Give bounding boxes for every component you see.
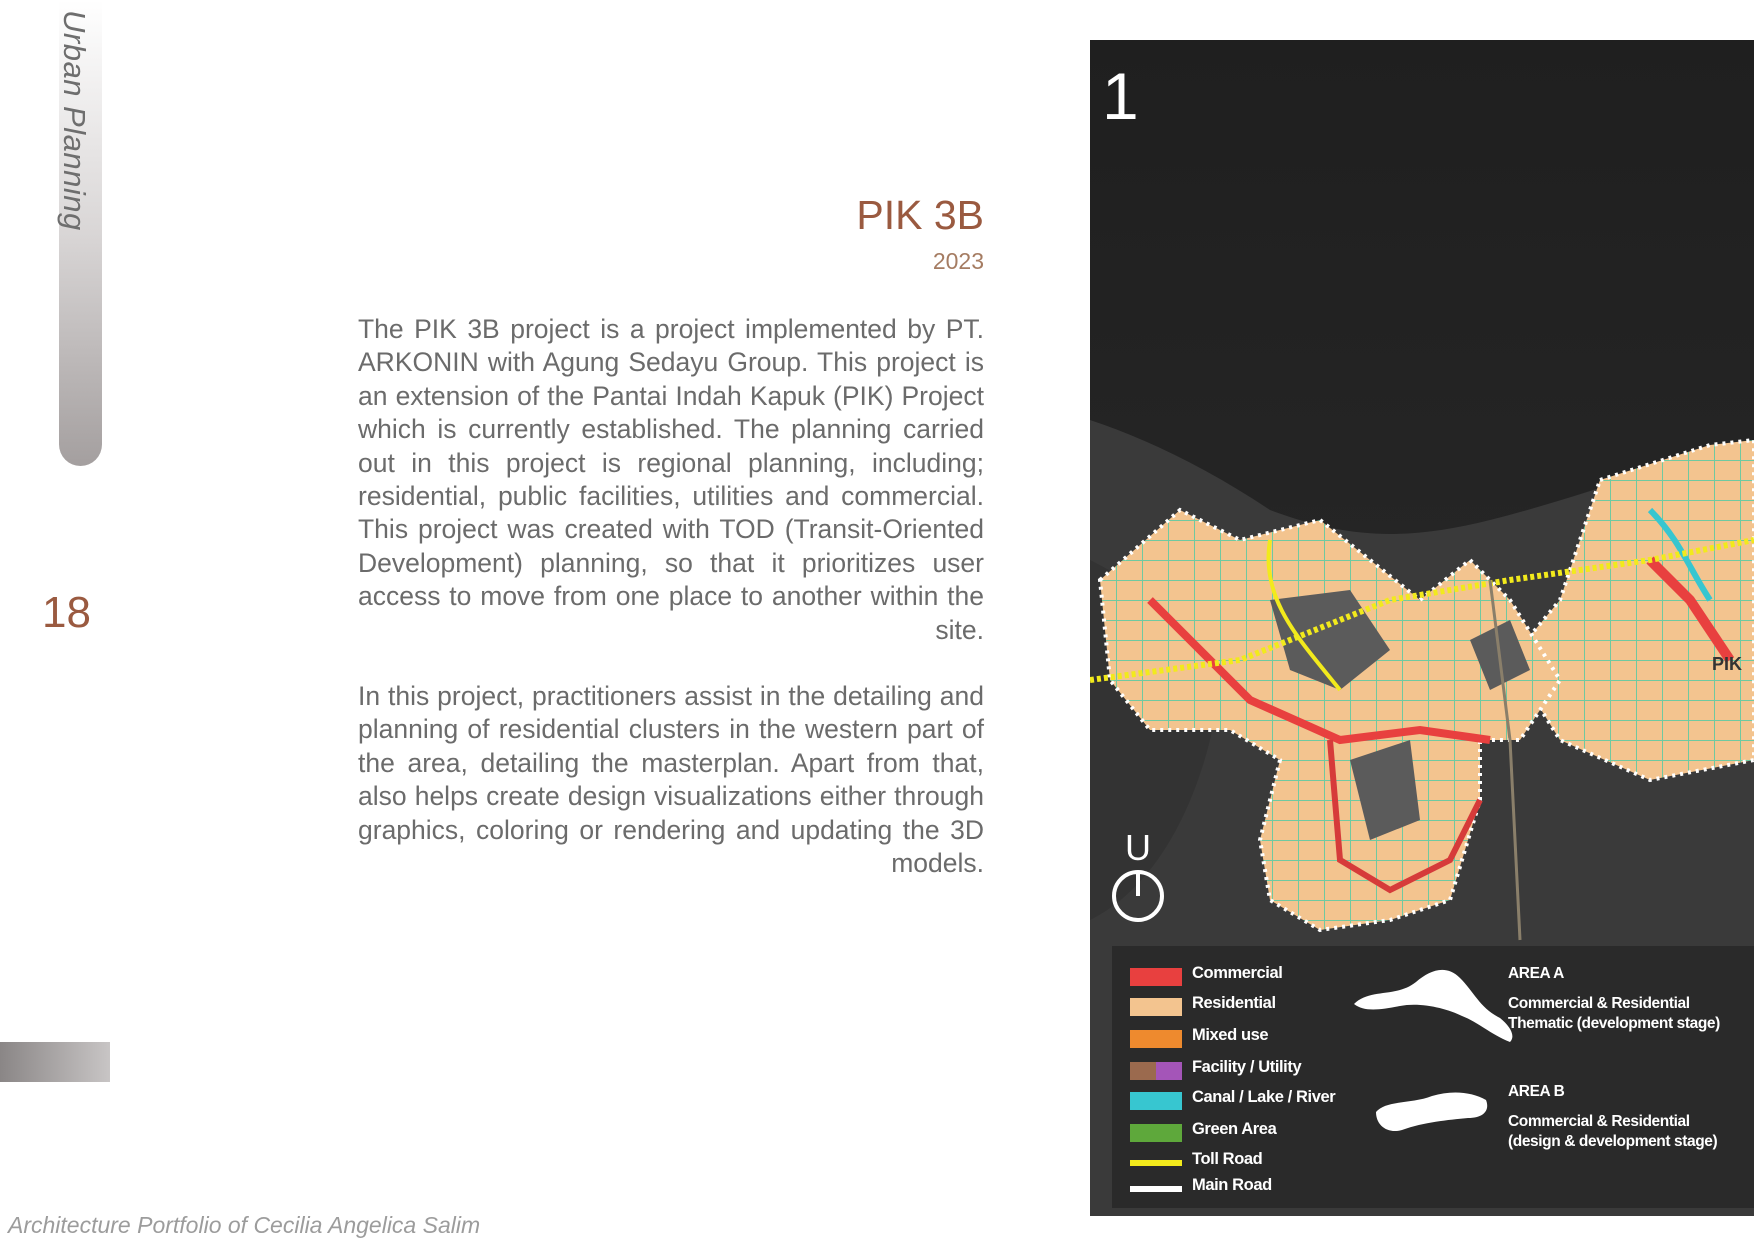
legend-item xyxy=(1130,1148,1370,1176)
project-role-paragraph: In this project, practitioners assist in the detailing and planning of residential clusters in the western part of the area, detailing the masterplan. Apart from that, also helps create design visualizations either through graphics, coloring or rendering and updating the 3D models. xyxy=(358,681,984,879)
north-compass-icon xyxy=(1110,827,1166,922)
legend-label: Main Road xyxy=(1192,1176,1272,1194)
legend-label: Facility / Utility xyxy=(1192,1058,1302,1076)
legend-swatch xyxy=(1130,1186,1182,1192)
legend-label: Mixed use xyxy=(1192,1026,1269,1044)
legend-item xyxy=(1130,1174,1370,1202)
map-label: PIK xyxy=(1712,654,1743,674)
legend-label: Green Area xyxy=(1192,1120,1277,1138)
legend-item xyxy=(1130,1086,1370,1114)
legend-swatch xyxy=(1130,998,1182,1016)
area-b-shape-icon xyxy=(1372,1088,1492,1138)
legend-label: Canal / Lake / River xyxy=(1192,1088,1336,1106)
legend-item xyxy=(1130,1056,1370,1084)
area-b-heading: AREA B xyxy=(1508,1083,1565,1100)
project-title: PIK 3B xyxy=(856,192,984,238)
area-b-description: Commercial & Residential (design & development stage) xyxy=(1508,1113,1718,1150)
site-plan-map xyxy=(1090,40,1754,1216)
accent-bar xyxy=(0,1042,110,1082)
legend-item xyxy=(1130,1024,1370,1052)
footer-credit: Architecture Portfolio of Cecilia Angelica Salim xyxy=(8,1212,481,1238)
legend-item xyxy=(1130,992,1370,1020)
legend-swatch xyxy=(1130,1124,1182,1142)
legend-label: Toll Road xyxy=(1192,1150,1263,1168)
compass-ring xyxy=(1112,870,1164,922)
figure-number: 1 xyxy=(1102,59,1139,133)
legend-label: Commercial xyxy=(1192,964,1283,982)
compass-letter: U xyxy=(1125,827,1151,868)
project-year: 2023 xyxy=(932,248,984,274)
project-description-paragraph: The PIK 3B project is a project implemented by PT. ARKONIN with Agung Sedayu Group. This project is an extension of the Pantai Indah Kapuk (PIK) Project which is currently established. The planning carried out in this project is regional planning, including; residential, public facilities, utilities and commercial. This project was created with TOD (Transit-Oriented Development) planning, so that it prioritizes user access to move from one place to another within the site. xyxy=(358,314,984,645)
map-legend xyxy=(1112,946,1754,1208)
area-a-shape-icon xyxy=(1350,960,1520,1046)
area-a-heading: AREA A xyxy=(1508,965,1564,982)
legend-item xyxy=(1130,962,1370,990)
legend-swatch xyxy=(1130,1062,1182,1080)
section-title: Urban Planning xyxy=(57,10,92,231)
page-number: 18 xyxy=(42,588,91,637)
legend-swatch xyxy=(1130,1030,1182,1048)
legend-swatch xyxy=(1130,968,1182,986)
legend-swatch xyxy=(1130,1160,1182,1166)
area-a-description: Commercial & Residential Thematic (development stage) xyxy=(1508,995,1720,1032)
legend-label: Residential xyxy=(1192,994,1276,1012)
legend-swatch xyxy=(1130,1092,1182,1110)
legend-item xyxy=(1130,1118,1370,1146)
